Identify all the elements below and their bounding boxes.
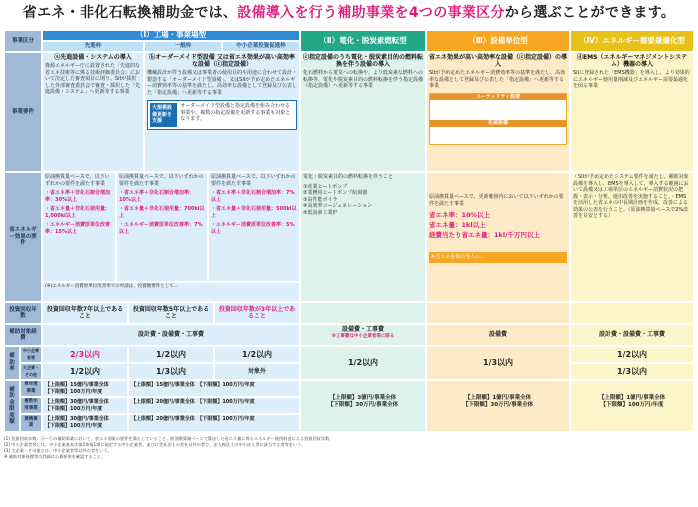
effect-sme-3: ・エネルギー消費原単位改善率：5%以上 bbox=[211, 222, 295, 235]
payback-electrify-empty bbox=[300, 302, 426, 324]
cost-unit: 設備費 bbox=[426, 324, 570, 346]
electrify-equipment-item: ②業務用ヒートポンプ給湯器 bbox=[303, 190, 368, 196]
limit-gen-single bbox=[128, 380, 300, 397]
col-sub-general: 一般枠 bbox=[144, 41, 222, 52]
req-ems bbox=[570, 52, 694, 172]
effect-ems: ・SIIが予め定めたシステム要件を満たし、補助対象設備を導入し、EMSを導入して、導入する範囲において設備又は工場単位のエネルギー消費状況の把握・表示・分析、運用改善を実施すること。・EMSを活用した省エネの中長期計画を作成、改善による効果の公表を行うこと。（原油換算量ベースで2%改善を目安とする） bbox=[570, 172, 694, 302]
label-koka: 省エネルギー効果の要件 bbox=[4, 172, 42, 302]
limit-ems bbox=[570, 380, 694, 432]
rate-sme-large: 対象外 bbox=[214, 363, 300, 380]
limit-adv-linked-upper: 【上限額】30億円/事業全体 bbox=[45, 416, 109, 422]
effect-general-2: ・省エネ量＋非化石使用量：700kl以上 bbox=[119, 206, 205, 219]
payback-advanced: 投資回収年数7年以上であること bbox=[42, 302, 128, 324]
limit-gen-multi bbox=[128, 397, 300, 414]
req-general bbox=[144, 52, 300, 172]
rate-advanced-large: 1/2以内 bbox=[42, 363, 128, 380]
req-ems-head: ⓓEMS（エネルギーマネジメントシステム）機器の導入 bbox=[577, 54, 687, 68]
limit-adv-multi-upper: 【上限額】30億円/事業全体 bbox=[45, 399, 109, 405]
label-ritsu: 補助率 bbox=[4, 346, 20, 380]
limit-adv-multi bbox=[42, 397, 128, 414]
effect-advanced-3: ・エネルギー消費原単位改善率：15%以上 bbox=[45, 222, 111, 235]
effect-electrify bbox=[300, 172, 426, 302]
req-unit-head: 省エネ効果が高い高効率な設備（ⓒ指定設備）の導入 bbox=[429, 54, 568, 68]
limit-electrify bbox=[300, 380, 426, 432]
effect-sme-intro: 原油換算量ベースで、以下いずれかの要件を満たす事業 bbox=[211, 174, 296, 187]
large-scale-text: オーダーメイド型設備と指定設備を組み合わせる事業や、複数の指定設備を更新する事業も対象となります。 bbox=[180, 103, 291, 122]
effect-unit bbox=[426, 172, 570, 302]
effect-note: (※)エネルギー消費原単位改善率での申請は、投資額要件として… bbox=[42, 282, 300, 302]
label-linked: 連携事業 bbox=[20, 414, 42, 432]
limit-unit-upper: 【上限額】1億円/事業全体 bbox=[464, 395, 532, 401]
col-header-4: （Ⅳ）エネルギー需要最適化型 bbox=[570, 30, 694, 52]
payback-sme: 投資回収年数が3年以上であること bbox=[214, 302, 300, 324]
req-general-head: ⓑオーダーメイド型設備 又は省エネ効果が高い高効率な設備（ⓒ指定設備） bbox=[149, 54, 295, 68]
cost-electrify bbox=[300, 324, 426, 346]
limit-adv-linked bbox=[42, 414, 128, 432]
limit-adv-multi-lower: 【下限額】100万円/年度 bbox=[45, 405, 103, 412]
req-unit-body: SIIが予め定めたエネルギー消費効率等の基準を満たし、高効率な設備として登録及び公表した「指定設備」へ更新等する事業 bbox=[429, 70, 566, 89]
electrify-equipment-item: ④高効率コージェネレーション bbox=[303, 203, 373, 209]
equipment-list bbox=[429, 93, 567, 145]
label-kikan: 投資回収年数 bbox=[4, 302, 42, 324]
title-pre: 省エネ・非化石転換補助金では、 bbox=[22, 5, 238, 21]
req-general-body: 機械設計が伴う設備又は事業者の使用目的や用途に合わせて設計・製造する「オーダーメイド型設備」、又はSIIが予め定めたエネルギー消費効率等の基準を満たし、高効率な設備として登録及び公表した「指定設備」へ更新等する事業 bbox=[147, 70, 298, 96]
label-yoken: 事業要件 bbox=[4, 52, 42, 172]
limit-unit-lower: 【下限額】30万円/事業全体 bbox=[462, 401, 534, 408]
limit-adv-single-lower: 【下限額】100万円/年度 bbox=[45, 388, 103, 395]
limit-gen-multi-upper: 【上限額】20億円/事業全体 bbox=[131, 399, 195, 405]
req-unit bbox=[426, 52, 570, 172]
label-taisho: 補助対象経費 bbox=[4, 324, 42, 346]
effect-sme-2: ・省エネ量＋非化石使用量：500kl以上 bbox=[211, 206, 297, 219]
req-advanced-head: ⓐ先進設備・システムの導入 bbox=[54, 54, 132, 61]
cost-ems: 設計費・設備費・工事費 bbox=[570, 324, 694, 346]
label-multi: 複数年度事業 bbox=[20, 397, 42, 414]
label-kubun: 事業区分 bbox=[4, 30, 42, 52]
col-header-3: （Ⅲ）設備単位型 bbox=[426, 30, 570, 52]
limit-gen-multi-lower: 【下限額】100万円/年度 bbox=[199, 399, 255, 405]
payback-ems-empty bbox=[570, 302, 694, 324]
limit-electrify-upper: 【上限額】3億円/事業全体 bbox=[329, 395, 397, 401]
label-sme: 中小企業者等 bbox=[20, 346, 42, 363]
col-sub-advanced: 先進枠 bbox=[42, 41, 144, 52]
cost-electrify-note: ※工事費は中小企業者等に限る bbox=[331, 333, 395, 339]
effect-electrify-list bbox=[303, 184, 423, 217]
subsidy-table bbox=[4, 30, 694, 432]
cost-electrify-main: 設備費・工事費 bbox=[341, 326, 384, 333]
rate-general-sme: 1/2以内 bbox=[128, 346, 214, 363]
payback-unit-empty bbox=[426, 302, 570, 324]
limit-adv-linked-lower: 【下限額】100万円/年度 bbox=[45, 422, 103, 429]
effect-unit-3: 経費当たり省エネ量：1kl/千万円以上 bbox=[429, 231, 540, 239]
title-highlight: 設備導入を行う補助事業を4つの事業区分 bbox=[237, 5, 505, 21]
effect-unit-note: ※省エネ設備の導入に… bbox=[429, 252, 567, 263]
rate-ems-sme: 1/2以内 bbox=[570, 346, 694, 363]
limit-gen-single-upper: 【上限額】15億円/事業全体 bbox=[131, 382, 195, 388]
col-header-2: （Ⅱ）電化・脱炭素燃転型 bbox=[300, 30, 426, 52]
effect-general bbox=[116, 172, 208, 282]
payback-general: 投資回収年数5年以上であること bbox=[128, 302, 214, 324]
large-scale-badge: 大規模設備更新を支援 bbox=[150, 103, 177, 127]
effect-sme-1: ・省エネ率＋非化石割合増加率：7%以上 bbox=[211, 190, 295, 203]
limit-ems-lower: 【下限額】100万円/年度 bbox=[600, 401, 664, 408]
limit-electrify-lower: 【下限額】30万円/事業全体 bbox=[327, 401, 399, 408]
req-electrify-head: ⓒ指定設備のうち電化・脱炭素目的の燃料転換を伴う設備の導入 bbox=[303, 54, 424, 68]
limit-gen-linked-lower: 【下限額】100万円/年度 bbox=[199, 416, 255, 422]
cost-factory: 設計費・設備費・工事費 bbox=[42, 324, 300, 346]
page-title bbox=[0, 0, 698, 28]
limit-gen-linked-upper: 【上限額】20億円/事業全体 bbox=[131, 416, 195, 422]
effect-sme bbox=[208, 172, 300, 282]
limit-unit bbox=[426, 380, 570, 432]
footnotes bbox=[4, 436, 694, 504]
effect-general-intro: 原油換算量ベースで、以下いずれかの要件を満たす事業 bbox=[119, 174, 204, 187]
effect-advanced-intro: 原油換算量ベースで、以下いずれかの要件を満たす事業 bbox=[45, 174, 110, 187]
rate-ems-large: 1/3以内 bbox=[570, 363, 694, 380]
rate-advanced-sme: 2/3以内 bbox=[42, 346, 128, 363]
limit-gen-single-lower: 【下限額】100万円/年度 bbox=[199, 382, 255, 388]
effect-general-3: ・エネルギー消費原単位改善率：7%以上 bbox=[119, 222, 203, 235]
effect-advanced bbox=[42, 172, 116, 282]
production-list-head: 生産設備 bbox=[430, 120, 566, 127]
req-electrify bbox=[300, 52, 426, 172]
rate-sme-sme: 1/2以内 bbox=[214, 346, 300, 363]
footnote-2: (2) 中小企業者等とは、中小企業基本法第2条第1項に規定する中小企業者、並びに会社法上の会社以外の者で、法人税法上の中小法人等に該当する者等をいう。 bbox=[4, 442, 306, 447]
large-scale-box bbox=[147, 100, 297, 130]
effect-unit-1: 省エネ率：10%以上 bbox=[429, 211, 491, 219]
limit-gen-linked bbox=[128, 414, 300, 432]
footnote-1: (1) 投資回収年数：ⓐ〜ⓒの補助事業において、省エネ効果の要件を満たしていること。原油換算量ベースで算出した省エネ量に係るエネルギー使用料金による投資回収年数。 bbox=[4, 436, 334, 441]
footnote-3: (3) 大企業・その他とは、中小企業者等以外の者をいう。 bbox=[4, 448, 112, 453]
effect-electrify-intro: 電化・脱炭素目的の燃料転換を伴うこと bbox=[303, 174, 394, 180]
limit-adv-single bbox=[42, 380, 128, 397]
effect-general-1: ・省エネ率＋非化石割合増加率：10%以上 bbox=[119, 190, 195, 203]
effect-unit-intro: 原油換算量ベースで、更新範囲内において以下いずれかの要件を満たす事業 bbox=[429, 194, 564, 207]
utility-list-head: ユーティリティ設備 bbox=[430, 94, 566, 101]
label-large: 大企業・その他 bbox=[20, 363, 42, 380]
col-header-1: （Ⅰ）工場・事業場型 bbox=[42, 30, 300, 41]
effect-advanced-2: ・省エネ量＋非化石使用量：1,000kl以上 bbox=[45, 206, 111, 219]
req-ems-body: SIIに登録された「EMS機器」を導入し、より効果的にエネルギー使用量削減及びエネルギー需要最適化を図る事業 bbox=[573, 70, 690, 89]
rate-general-large: 1/3以内 bbox=[128, 363, 214, 380]
limit-ems-upper: 【上限額】1億円/事業全体 bbox=[598, 395, 666, 401]
effect-advanced-1: ・省エネ率＋非化石割合増加率：30%以上 bbox=[45, 190, 111, 203]
label-single: 単年度事業 bbox=[20, 380, 42, 397]
title-post: から選ぶことができます。 bbox=[504, 5, 676, 21]
effect-unit-2: 省エネ量：1kl以上 bbox=[429, 221, 486, 229]
req-advanced bbox=[42, 52, 144, 172]
electrify-equipment-item: ⑤低炭素工業炉 bbox=[303, 209, 338, 216]
req-electrify-body: 化石燃料から電気への転換や、より低炭素な燃料への転換等、電化や脱炭素目的の燃料転換を伴う指定設備（指定設備）へ更新等する事業 bbox=[303, 70, 424, 89]
req-advanced-body: 資源エネルギー庁に設置された「先進的な省エネ技術等に係る技術評価委員会」において決定した審査項目に則り、SIIが採択した外部審査委員会で審査・採択した「先進設備・システム」へ更新等する事業 bbox=[45, 63, 141, 95]
footnote-4: ※ 補助対象経費等の詳細は公募要領を確認すること。 bbox=[4, 454, 106, 459]
label-gendo: 補助金限度額 bbox=[4, 380, 20, 432]
limit-adv-single-upper: 【上限額】15億円/事業全体 bbox=[45, 382, 109, 388]
electrify-equipment-item: ③高性能ボイラ bbox=[303, 196, 338, 203]
col-sub-sme: 中小企業投資促進枠 bbox=[222, 41, 300, 52]
rate-electrify: 1/2以内 bbox=[300, 346, 426, 380]
electrify-equipment-item: ①産業ヒートポンプ bbox=[303, 183, 348, 190]
rate-unit: 1/3以内 bbox=[426, 346, 570, 380]
